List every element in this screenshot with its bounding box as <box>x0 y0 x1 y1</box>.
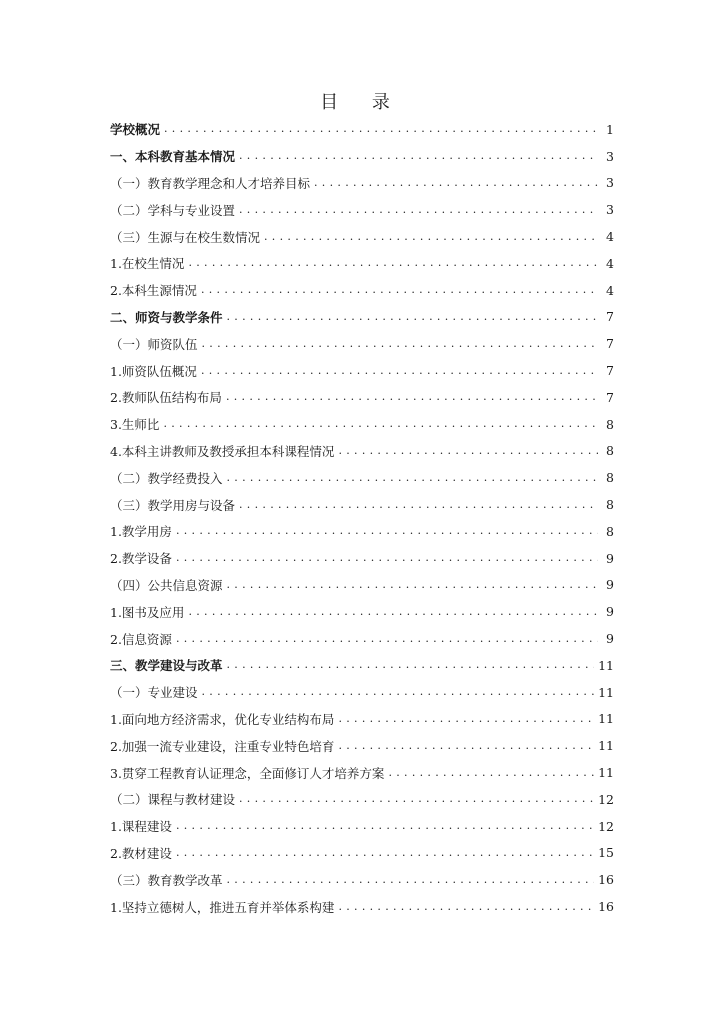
dot-leader <box>227 471 598 485</box>
dot-leader <box>388 766 594 780</box>
toc-entry-label: （三）教学用房与设备 <box>110 497 236 513</box>
toc-entry[interactable] <box>110 840 614 867</box>
toc-entry[interactable] <box>110 679 614 706</box>
dot-leader <box>202 685 595 699</box>
toc-entry-page-number: 15 <box>598 845 614 861</box>
toc-entry-page-number: 16 <box>598 872 614 888</box>
toc-entry-page-number: 7 <box>606 309 614 325</box>
toc-entry-label: 一、本科教育基本情况 <box>110 149 236 165</box>
toc-entry[interactable] <box>110 277 614 304</box>
toc-entry-page-number: 8 <box>606 470 614 486</box>
toc-entry-label: 4.本科主讲教师及教授承担本科课程情况 <box>110 443 335 459</box>
toc-entry-page-number: 12 <box>598 818 614 834</box>
toc-entry-page-number: 7 <box>606 363 614 379</box>
toc-title: 目 录 <box>320 92 404 113</box>
toc-entry-page-number: 9 <box>606 550 614 566</box>
toc-entry-label: （三）生源与在校生数情况 <box>110 229 261 245</box>
dot-leader <box>176 819 594 833</box>
toc-entry-label: 2.教学设备 <box>110 551 172 567</box>
dot-leader <box>227 578 598 592</box>
toc-entry-label: 2.加强一流专业建设，注重专业特色培育 <box>110 738 335 754</box>
toc-entry-label: 三、教学建设与改革 <box>110 658 223 674</box>
toc-entry[interactable] <box>110 250 614 277</box>
toc-entry[interactable] <box>110 813 614 840</box>
toc-entry[interactable] <box>110 786 614 813</box>
toc-entry-label: （三）教育教学改革 <box>110 872 223 888</box>
table-of-contents <box>110 116 614 920</box>
toc-entry-page-number: 8 <box>606 523 614 539</box>
toc-entry[interactable] <box>110 116 614 143</box>
toc-entry-label: 1.课程建设 <box>110 819 172 835</box>
toc-entry[interactable] <box>110 652 614 679</box>
toc-entry-label: 学校概况 <box>110 122 161 138</box>
toc-entry-page-number: 16 <box>598 899 614 914</box>
toc-entry[interactable] <box>110 411 614 438</box>
dot-leader <box>338 900 594 914</box>
dot-leader <box>201 364 598 378</box>
toc-entry-label: （二）教学经费投入 <box>110 470 223 486</box>
toc-entry[interactable] <box>110 357 614 384</box>
toc-entry[interactable] <box>110 598 614 625</box>
toc-entry-page-number: 11 <box>598 711 614 727</box>
toc-entry-label: 1.教学用房 <box>110 524 172 540</box>
toc-entry-page-number: 9 <box>606 631 614 647</box>
toc-entry-page-number: 1 <box>606 121 614 137</box>
toc-entry-page-number: 4 <box>606 282 614 298</box>
toc-entry-page-number: 3 <box>606 175 614 191</box>
dot-leader <box>239 149 598 163</box>
toc-entry-label: 1.在校生情况 <box>110 256 185 272</box>
toc-entry[interactable] <box>110 170 614 197</box>
toc-entry-page-number: 4 <box>606 255 614 271</box>
toc-entry[interactable] <box>110 330 614 357</box>
toc-entry-page-number: 4 <box>606 229 614 245</box>
toc-entry[interactable] <box>110 491 614 518</box>
toc-entry[interactable] <box>110 625 614 652</box>
toc-entry-label: 1.面向地方经济需求，优化专业结构布局 <box>110 711 335 727</box>
dot-leader <box>176 632 598 646</box>
toc-entry-page-number: 11 <box>598 765 614 781</box>
toc-entry[interactable] <box>110 438 614 465</box>
dot-leader <box>201 283 598 297</box>
toc-entry-page-number: 9 <box>606 577 614 593</box>
toc-entry-label: 1.图书及应用 <box>110 604 185 620</box>
toc-entry[interactable] <box>110 518 614 545</box>
dot-leader <box>314 176 598 190</box>
dot-leader <box>239 498 598 512</box>
toc-entry-label: 3.贯穿工程教育认证理念，全面修订人才培养方案 <box>110 765 385 781</box>
toc-entry[interactable] <box>110 304 614 331</box>
toc-entry-page-number: 12 <box>598 791 614 807</box>
toc-entry[interactable] <box>110 464 614 491</box>
dot-leader <box>338 739 594 753</box>
toc-entry-label: 2.教师队伍结构布局 <box>110 390 222 406</box>
toc-entry-page-number: 7 <box>606 389 614 405</box>
toc-entry-page-number: 11 <box>598 738 614 754</box>
toc-entry-page-number: 8 <box>606 497 614 513</box>
dot-leader <box>264 230 598 244</box>
toc-entry-label: （一）教育教学理念和人才培养目标 <box>110 175 311 191</box>
toc-entry-label: （四）公共信息资源 <box>110 577 223 593</box>
toc-entry-page-number: 11 <box>598 657 614 673</box>
dot-leader <box>338 444 598 458</box>
toc-entry[interactable] <box>110 732 614 759</box>
dot-leader <box>202 337 598 351</box>
dot-leader <box>188 605 598 619</box>
toc-entry[interactable] <box>110 866 614 893</box>
dot-leader <box>176 524 598 538</box>
dot-leader <box>164 122 598 136</box>
toc-entry[interactable] <box>110 223 614 250</box>
dot-leader <box>227 658 595 672</box>
toc-entry[interactable] <box>110 893 614 920</box>
toc-entry-label: （二）课程与教材建设 <box>110 792 236 808</box>
toc-entry-page-number: 8 <box>606 443 614 459</box>
toc-entry-page-number: 11 <box>598 684 614 700</box>
toc-entry-label: 2.教材建设 <box>110 845 172 861</box>
dot-leader <box>227 873 595 887</box>
toc-entry-label: 1.坚持立德树人，推进五育并举体系构建 <box>110 899 335 915</box>
toc-entry-page-number: 3 <box>606 202 614 218</box>
toc-entry-label: （一）专业建设 <box>110 685 198 701</box>
dot-leader <box>226 390 598 404</box>
toc-entry-page-number: 3 <box>606 148 614 164</box>
dot-leader <box>227 310 598 324</box>
toc-entry[interactable] <box>110 759 614 786</box>
toc-entry[interactable] <box>110 196 614 223</box>
dot-leader <box>188 256 598 270</box>
toc-entry-page-number: 9 <box>606 604 614 620</box>
dot-leader <box>176 846 594 860</box>
dot-leader <box>239 792 594 806</box>
toc-entry-label: 3.生师比 <box>110 417 160 433</box>
dot-leader <box>239 203 598 217</box>
toc-entry-page-number: 7 <box>606 336 614 352</box>
toc-entry-page-number: 8 <box>606 416 614 432</box>
toc-entry-label: 二、师资与教学条件 <box>110 309 223 325</box>
toc-entry-label: 2.本科生源情况 <box>110 283 197 299</box>
toc-entry[interactable] <box>110 143 614 170</box>
dot-leader <box>176 551 598 565</box>
toc-entry[interactable] <box>110 572 614 599</box>
toc-entry[interactable] <box>110 545 614 572</box>
toc-entry-label: 1.师资队伍概况 <box>110 363 197 379</box>
toc-entry[interactable] <box>110 384 614 411</box>
toc-entry-label: （二）学科与专业设置 <box>110 202 236 218</box>
dot-leader <box>163 417 598 431</box>
toc-entry-label: （一）师资队伍 <box>110 336 198 352</box>
toc-entry-label: 2.信息资源 <box>110 631 172 647</box>
dot-leader <box>338 712 594 726</box>
toc-entry[interactable] <box>110 706 614 733</box>
